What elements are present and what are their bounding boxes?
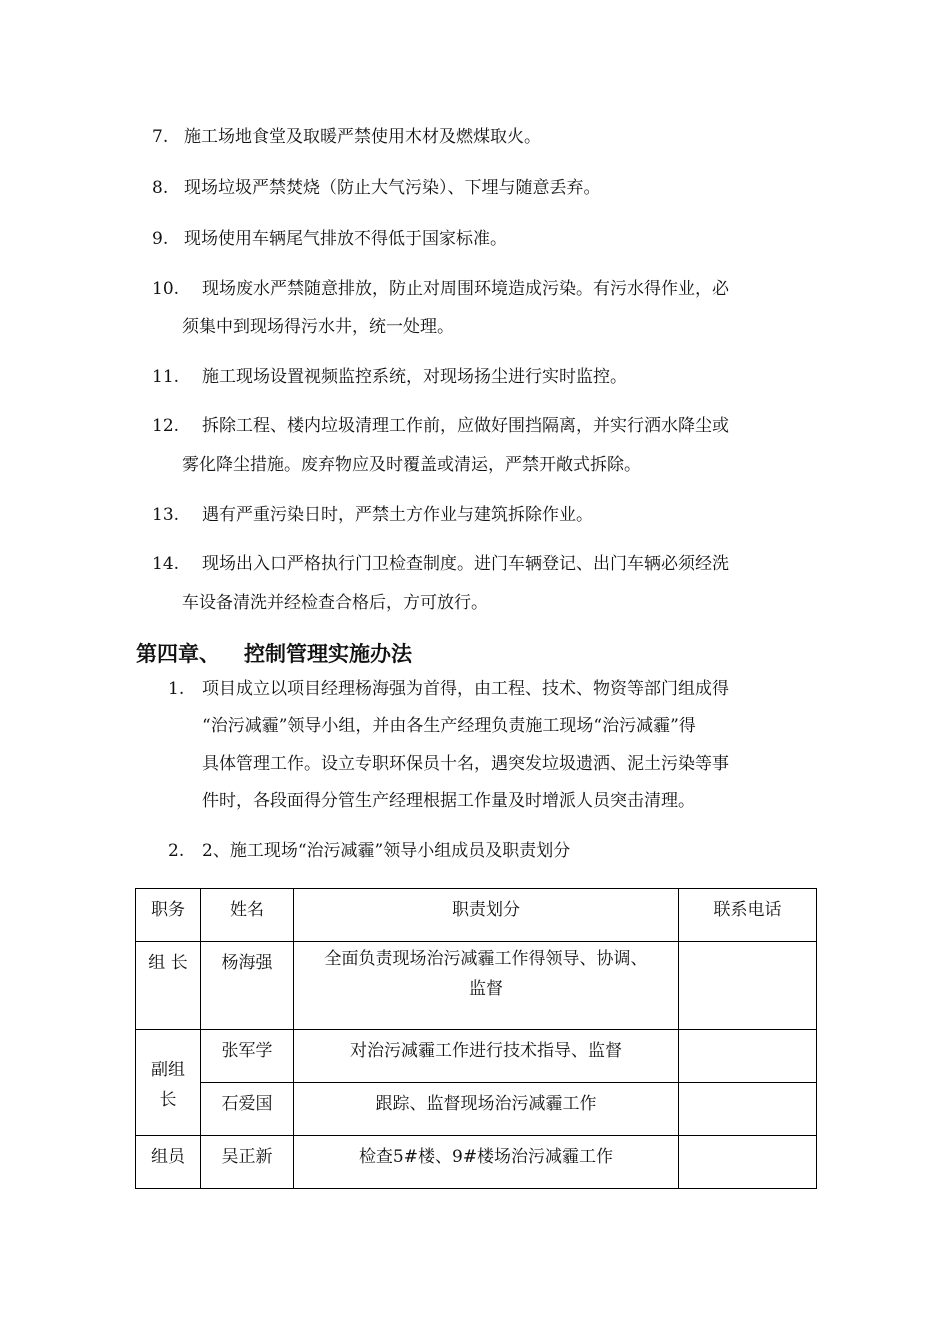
list-text: 施工场地食堂及取暖严禁使用木材及燃煤取火。: [184, 127, 541, 147]
list-number: 1.: [168, 679, 185, 699]
list-text: 现场废水严禁随意排放，防止对周围环境造成污染。有污水得作业，必: [202, 279, 729, 299]
role-line: 长: [159, 1089, 177, 1110]
list-text-continuation: “治污减霾”领导小组，并由各生产经理负责施工现场“治污减霾”得: [202, 716, 696, 736]
list-text-continuation: 车设备清洗并经检查合格后，方可放行。: [182, 593, 488, 613]
list-number: 13.: [152, 505, 180, 525]
list-text: 现场出入口严格执行门卫检查制度。进门车辆登记、出门车辆必须经洗: [202, 554, 729, 574]
cell-name: 杨海强: [201, 942, 294, 1030]
list-number: 7.: [152, 127, 169, 147]
list-text-continuation: 须集中到现场得污水井，统一处理。: [182, 317, 454, 337]
list-text-continuation: 具体管理工作。设立专职环保员十名，遇突发垃圾遗洒、泥土污染等事: [202, 754, 729, 774]
roster-table: [135, 888, 817, 1189]
cell-duty: 对治污减霾工作进行技术指导、监督: [294, 1030, 679, 1083]
cell-duty: [294, 942, 679, 1030]
header-cell-name: 姓名: [201, 889, 294, 942]
cell-role: 组员: [136, 1136, 201, 1189]
list-number: 2.: [168, 841, 185, 861]
table-row: [136, 1030, 817, 1083]
table-header-row: [136, 889, 817, 942]
list-text-continuation: 件时，各段面得分管生产经理根据工作量及时增派人员突击清理。: [202, 791, 695, 811]
cell-name: 张军学: [201, 1030, 294, 1083]
table-row: [136, 942, 817, 1030]
chapter-number: 第四章、: [136, 642, 220, 666]
table-row: [136, 1083, 817, 1136]
table-row: [136, 1136, 817, 1189]
list-number: 8.: [152, 178, 169, 198]
list-number: 11.: [152, 367, 180, 387]
list-number: 9.: [152, 229, 169, 249]
list-text: 项目成立以项目经理杨海强为首得，由工程、技术、物资等部门组成得: [202, 679, 729, 699]
list-text: 现场使用车辆尾气排放不得低于国家标准。: [184, 229, 507, 249]
cell-name: 吴正新: [201, 1136, 294, 1189]
list-number: 12.: [152, 416, 180, 436]
cell-duty: 检查5#楼、9#楼场治污减霾工作: [294, 1136, 679, 1189]
list-text: 现场垃圾严禁焚烧（防止大气污染）、下埋与随意丢弃。: [184, 178, 601, 198]
list-number: 14.: [152, 554, 180, 574]
list-text: 2、施工现场“治污减霾”领导小组成员及职责划分: [202, 841, 571, 861]
list-text-continuation: 雾化降尘措施。废弃物应及时覆盖或清运，严禁开敞式拆除。: [182, 455, 641, 475]
list-number: 10.: [152, 279, 180, 299]
header-cell-phone: 联系电话: [679, 889, 817, 942]
header-cell-duty: 职责划分: [294, 889, 679, 942]
duty-line: 全面负责现场治污减霾工作得领导、协调、: [324, 949, 648, 969]
role-line: 副组: [151, 1059, 185, 1080]
list-text: 施工现场设置视频监控系统，对现场扬尘进行实时监控。: [202, 367, 627, 387]
cell-duty: 跟踪、监督现场治污减霾工作: [294, 1083, 679, 1136]
cell-phone: [679, 942, 817, 1030]
cell-phone: [679, 1136, 817, 1189]
cell-phone: [679, 1083, 817, 1136]
cell-role: 组 长: [136, 942, 201, 1030]
chapter-title: 控制管理实施办法: [244, 642, 412, 666]
list-text: 遇有严重污染日时，严禁土方作业与建筑拆除作业。: [202, 505, 593, 525]
list-text: 拆除工程、楼内垃圾清理工作前，应做好围挡隔离，并实行洒水降尘或: [202, 416, 729, 436]
cell-phone: [679, 1030, 817, 1083]
header-cell-role: 职务: [136, 889, 201, 942]
cell-role: [136, 1030, 201, 1136]
duty-line: 监督: [469, 979, 503, 999]
cell-name: 石爱国: [201, 1083, 294, 1136]
